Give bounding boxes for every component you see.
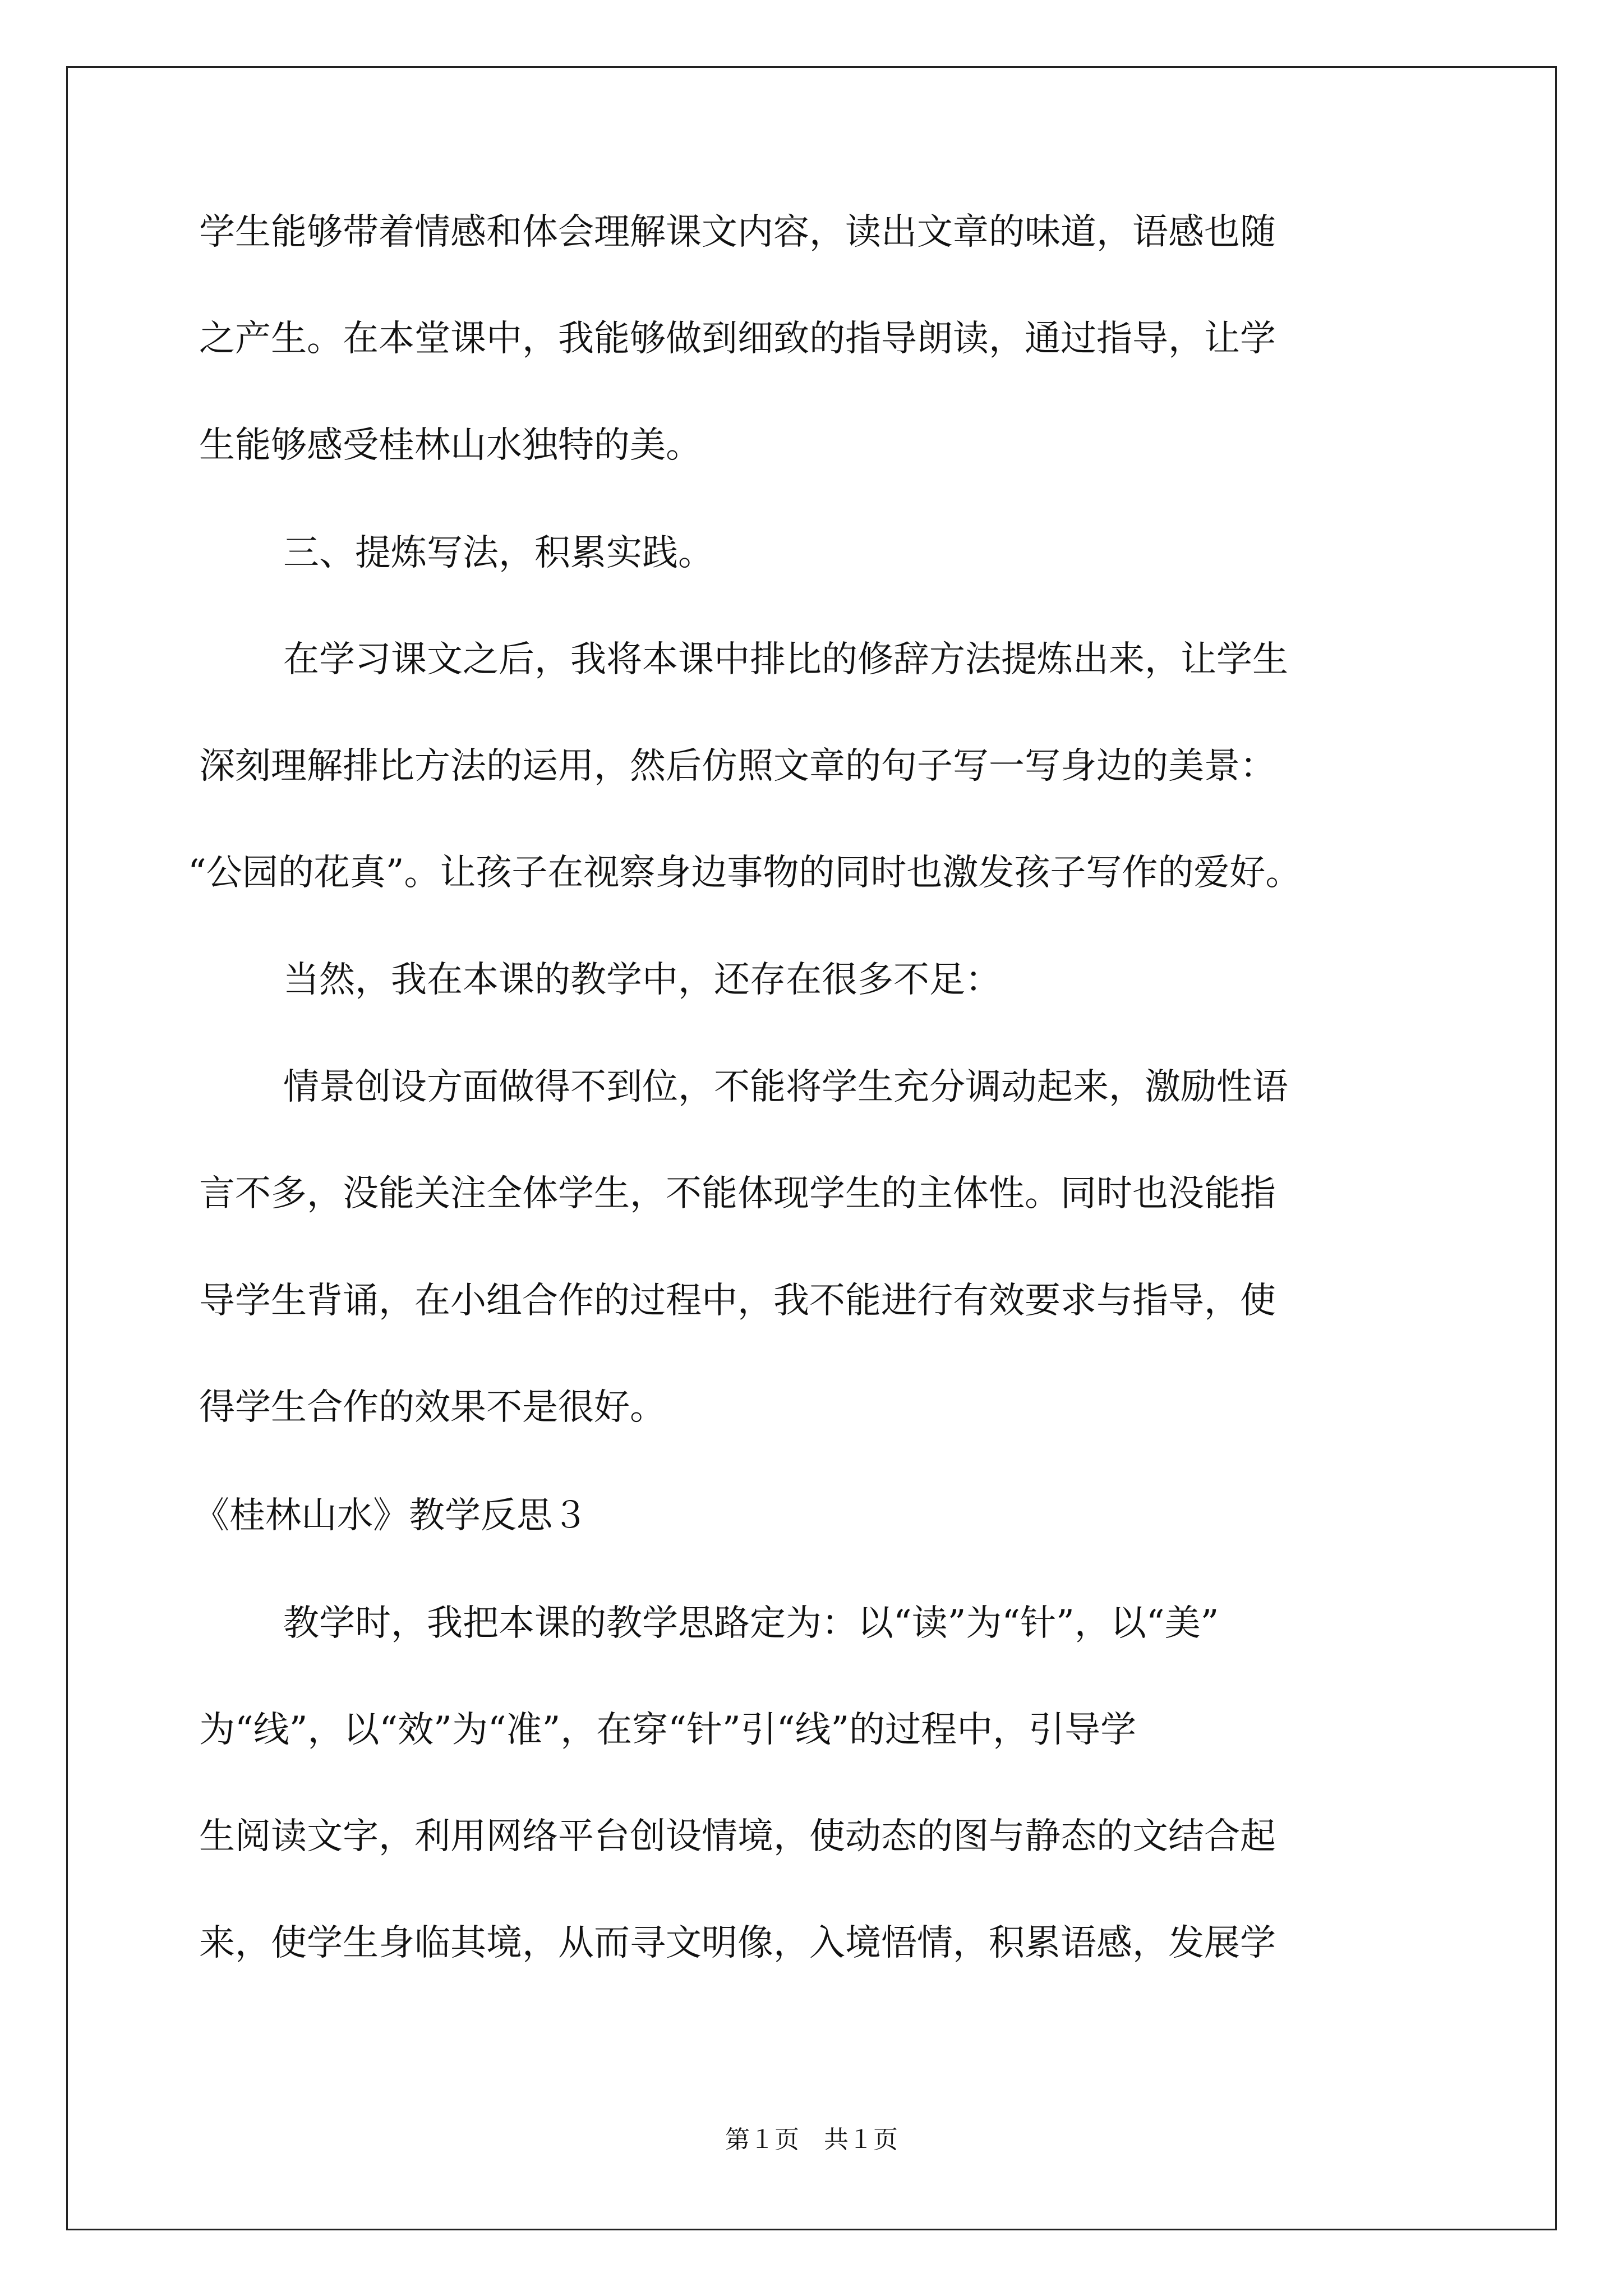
- paragraph-line: “公园的花真”。让孩子在视察身边事物的同时也激发孩子写作的爱好。: [188, 852, 1302, 894]
- paragraph-line: 深刻理解排比方法的运用，然后仿照文章的句子写一写身边的美景：: [199, 746, 1276, 787]
- paragraph-line: 情景创设方面做得不到位，不能将学生充分调动起来，激励性语: [283, 1066, 1288, 1108]
- paragraph-line: 在学习课文之后，我将本课中排比的修辞方法提炼出来，让学生: [283, 639, 1288, 680]
- paragraph-line: 导学生背诵，在小组合作的过程中，我不能进行有效要求与指导，使: [199, 1280, 1276, 1322]
- paragraph-line: 生能够感受桂林山水独特的美。: [199, 425, 702, 466]
- page-border: [66, 66, 1557, 2230]
- paragraph-line: 当然，我在本课的教学中，还存在很多不足：: [283, 959, 1001, 1001]
- paragraph-line: 言不多，没能关注全体学生，不能体现学生的主体性。同时也没能指: [199, 1173, 1276, 1214]
- document-heading: 《桂林山水》教学反思３: [193, 1495, 588, 1536]
- paragraph-line: 生阅读文字，利用网络平台创设情境，使动态的图与静态的文结合起: [199, 1816, 1276, 1857]
- paragraph-line: 来，使学生身临其境，从而寻文明像，入境悟情，积累语感，发展学: [199, 1922, 1276, 1964]
- section-heading: 三、提炼写法，积累实践。: [283, 532, 714, 574]
- paragraph-line: 之产生。在本堂课中，我能够做到细致的指导朗读，通过指导，让学: [199, 318, 1276, 360]
- paragraph-line: 得学生合作的效果不是很好。: [199, 1387, 666, 1428]
- paragraph-line: 学生能够带着情感和体会理解课文内容，读出文章的味道，语感也随: [199, 211, 1276, 253]
- paragraph-line: 为“线”，以“效”为“准”，在穿“针”引“线”的过程中，引导学: [199, 1709, 1137, 1751]
- paragraph-line: 教学时，我把本课的教学思路定为：以“读”为“针”，以“美”: [283, 1603, 1219, 1644]
- page-number-footer: 第１页 共１页: [725, 2125, 898, 2154]
